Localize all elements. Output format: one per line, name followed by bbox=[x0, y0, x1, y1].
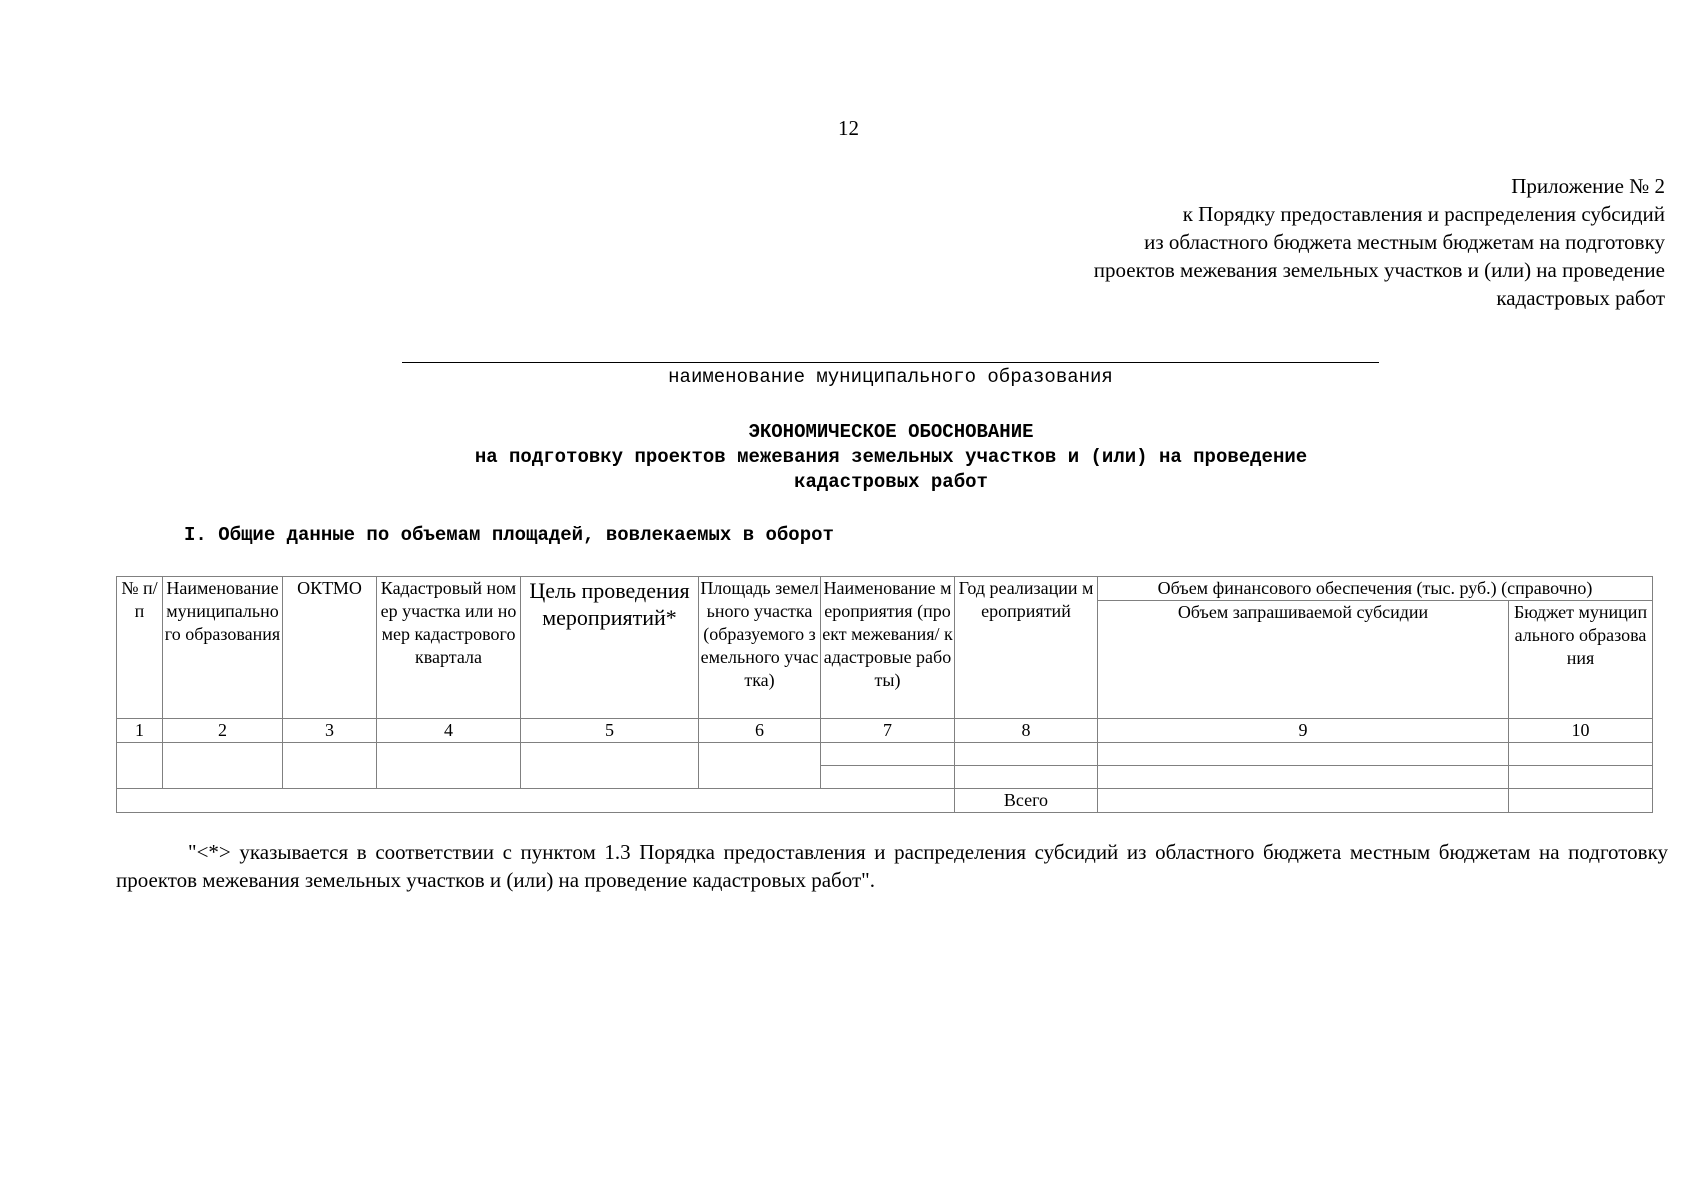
page-number: 12 bbox=[838, 116, 859, 140]
appendix-line: кадастровых работ bbox=[1496, 286, 1665, 310]
title-line-2: на подготовку проектов межевания земельных участков и (или) на проведение bbox=[474, 446, 1308, 468]
appendix-line: к Порядку предоставления и распределения субсидий bbox=[1182, 202, 1665, 226]
header-municipal-budget: Бюджет муниципального образования bbox=[1509, 601, 1653, 719]
table-row bbox=[117, 743, 1653, 766]
header-year: Год реализации мероприятий bbox=[955, 577, 1098, 719]
table-cell bbox=[1098, 743, 1509, 766]
column-number: 6 bbox=[699, 719, 821, 743]
footnote: "<*> указывается в соответствии с пунктом 1.3 Порядка предоставления и распределения субсидий из областного бюджета местным бюджетам на подготовку проектов межевания земельных участков и (или) на проведение кадастровых работ". bbox=[116, 840, 1668, 892]
title-line-1: ЭКОНОМИЧЕСКОЕ ОБОСНОВАНИЕ bbox=[748, 421, 1034, 443]
header-activity-name: Наименование мероприятия (проект межевания/ кадастровые работы) bbox=[821, 577, 955, 719]
title-line-3: кадастровых работ bbox=[794, 471, 988, 493]
header-row-1 bbox=[117, 577, 1653, 601]
table-cell bbox=[117, 743, 163, 789]
municipality-caption: наименование муниципального образования bbox=[668, 366, 1113, 388]
header-municipality: Наименование муниципального образования bbox=[163, 577, 283, 719]
appendix-line: проектов межевания земельных участков и (или) на проведение bbox=[1093, 258, 1665, 282]
column-number: 7 bbox=[821, 719, 955, 743]
table-cell bbox=[117, 789, 955, 813]
table-cell bbox=[1509, 789, 1653, 813]
document-title bbox=[0, 420, 1697, 495]
column-number: 1 bbox=[117, 719, 163, 743]
table-cell bbox=[821, 743, 955, 766]
column-number: 5 bbox=[521, 719, 699, 743]
municipality-name-line bbox=[402, 362, 1379, 363]
table-cell bbox=[1509, 743, 1653, 766]
table-cell bbox=[1098, 766, 1509, 789]
table-cell bbox=[955, 743, 1098, 766]
table-cell bbox=[699, 743, 821, 789]
column-number: 8 bbox=[955, 719, 1098, 743]
total-row bbox=[117, 789, 1653, 813]
economic-justification-table bbox=[116, 576, 1653, 813]
table-cell bbox=[821, 766, 955, 789]
column-number: 3 bbox=[283, 719, 377, 743]
appendix-line: из областного бюджета местным бюджетам на подготовку bbox=[1144, 230, 1665, 254]
table-cell bbox=[283, 743, 377, 789]
appendix-header bbox=[945, 172, 1665, 312]
header-area: Площадь земельного участка (образуемого земельного участка) bbox=[699, 577, 821, 719]
column-number: 2 bbox=[163, 719, 283, 743]
table-cell bbox=[521, 743, 699, 789]
table-cell bbox=[1509, 766, 1653, 789]
column-number: 9 bbox=[1098, 719, 1509, 743]
table-cell bbox=[1098, 789, 1509, 813]
header-cadastral-number: Кадастровый номер участка или номер кадастрового квартала bbox=[377, 577, 521, 719]
table-cell bbox=[377, 743, 521, 789]
table-cell bbox=[955, 766, 1098, 789]
table-cell bbox=[163, 743, 283, 789]
column-number: 10 bbox=[1509, 719, 1653, 743]
total-label: Всего bbox=[955, 789, 1098, 813]
header-subsidy: Объем запрашиваемой субсидии bbox=[1098, 601, 1509, 719]
header-purpose: Цель проведения мероприятий* bbox=[521, 577, 699, 719]
column-numbers-row bbox=[117, 719, 1653, 743]
section-title: I. Общие данные по объемам площадей, вовлекаемых в оборот bbox=[184, 524, 834, 546]
header-number: № п/п bbox=[117, 577, 163, 719]
header-oktmo: ОКТМО bbox=[283, 577, 377, 719]
column-number: 4 bbox=[377, 719, 521, 743]
appendix-line: Приложение № 2 bbox=[1511, 174, 1665, 198]
header-financing-group: Объем финансового обеспечения (тыс. руб.) (справочно) bbox=[1098, 577, 1653, 601]
